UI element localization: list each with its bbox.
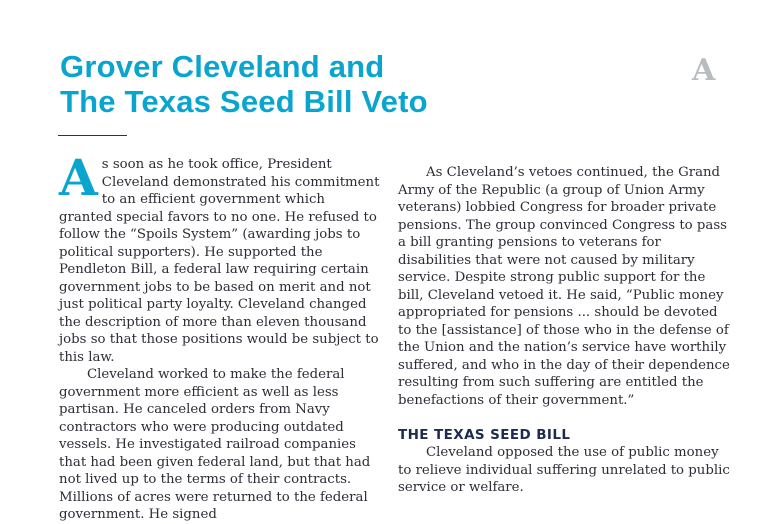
paragraph-text: s soon as he took office, President Cleveland demonstrated his commitment to an efficient government which granted special favors to no one. He refused to follow the “Spoils System” (awarding jobs to political supporters). He supported the Pendleton Bill, a federal law requiring certain government jobs to be based on merit and not just political party loyalty. Cleveland changed the description of more than eleven thousand jobs so that those positions would be subject to this law.: [59, 157, 380, 365]
right-column: [398, 164, 733, 497]
paragraph: As Cleveland’s vetoes continued, the Grand Army of the Republic (a group of Union Army veterans) lobbied Congress for broader private pensions. The group convinced Congress to pass a bill granting pensions to veterans for disabilities that were not caused by military service. Despite strong public support for the bill, Cleveland vetoed it. He said, “Public money appropriated for pensions ... should be devoted to the [assistance] of those who in the defense of the Union and the nation’s service have worthily suffered, and who in the day of their dependence resulting from such suffering are entitled the benefactions of their government.”: [398, 165, 730, 408]
title-line-2: The Texas Seed Bill Veto: [60, 84, 428, 119]
section-subhead: THE TEXAS SEED BILL: [398, 427, 571, 443]
page-title: [60, 49, 428, 119]
paragraph: Cleveland opposed the use of public money to relieve individual suffering unrelated to public service or welfare.: [398, 445, 730, 495]
drop-cap: A: [59, 148, 98, 207]
paragraph: Cleveland worked to make the federal government more efficient as well as less partisan. He canceled orders from Navy contractors who were producing outdated vessels. He investigated railroad companies that had been given federal land, but that had not lived up to the terms of their contracts. Millions of acres were returned to the federal government. He signed: [59, 367, 371, 522]
paragraph: [59, 148, 381, 366]
section-letter: A: [692, 53, 716, 88]
left-column: [59, 148, 381, 524]
title-divider: [58, 135, 127, 136]
title-line-1: Grover Cleveland and: [60, 49, 385, 84]
